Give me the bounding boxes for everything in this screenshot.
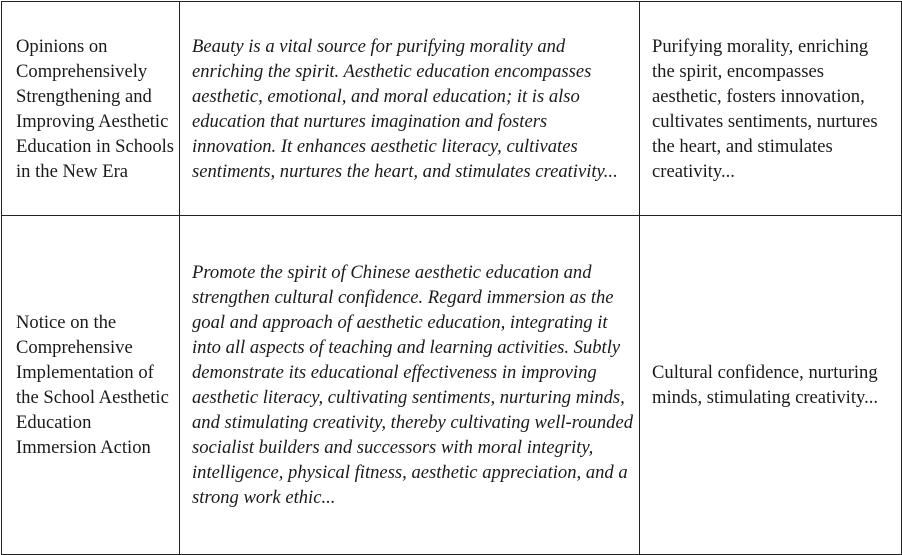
document-title-cell: Opinions on Comprehensively Strengthening and Improving Aesthetic Education in Schools in the New Era [2,2,180,216]
table-row [2,2,902,216]
document-title-cell: Notice on the Comprehensive Implementation of the School Aesthetic Education Immersion Action [2,216,180,555]
table-row [2,216,902,555]
document-excerpt-cell: Promote the spirit of Chinese aesthetic education and strengthen cultural confidence. Regard immersion as the goal and approach of aesthetic education, integrating it into all aspects of teaching and learning activities. Subtly demonstrate its educational effectiveness in improving aesthetic literacy, cultivating sentiments, nurturing minds, and stimulating creativity, thereby cultivating well-rounded socialist builders and successors with moral integrity, intelligence, physical fitness, aesthetic appreciation, and a strong work ethic... [180,216,640,555]
policy-comparison-table [1,1,902,555]
document-excerpt-cell: Beauty is a vital source for purifying morality and enriching the spirit. Aesthetic education encompasses aesthetic, emotional, and moral education; it is also education that nurtures imagination and fosters innovation. It enhances aesthetic literacy, cultivates sentiments, nurtures the heart, and stimulates creativity... [180,2,640,216]
keywords-cell: Purifying morality, enriching the spirit, encompasses aesthetic, fosters innovation, cultivates sentiments, nurtures the heart, and stimulates creativity... [640,2,902,216]
keywords-cell: Cultural confidence, nurturing minds, stimulating creativity... [640,216,902,555]
